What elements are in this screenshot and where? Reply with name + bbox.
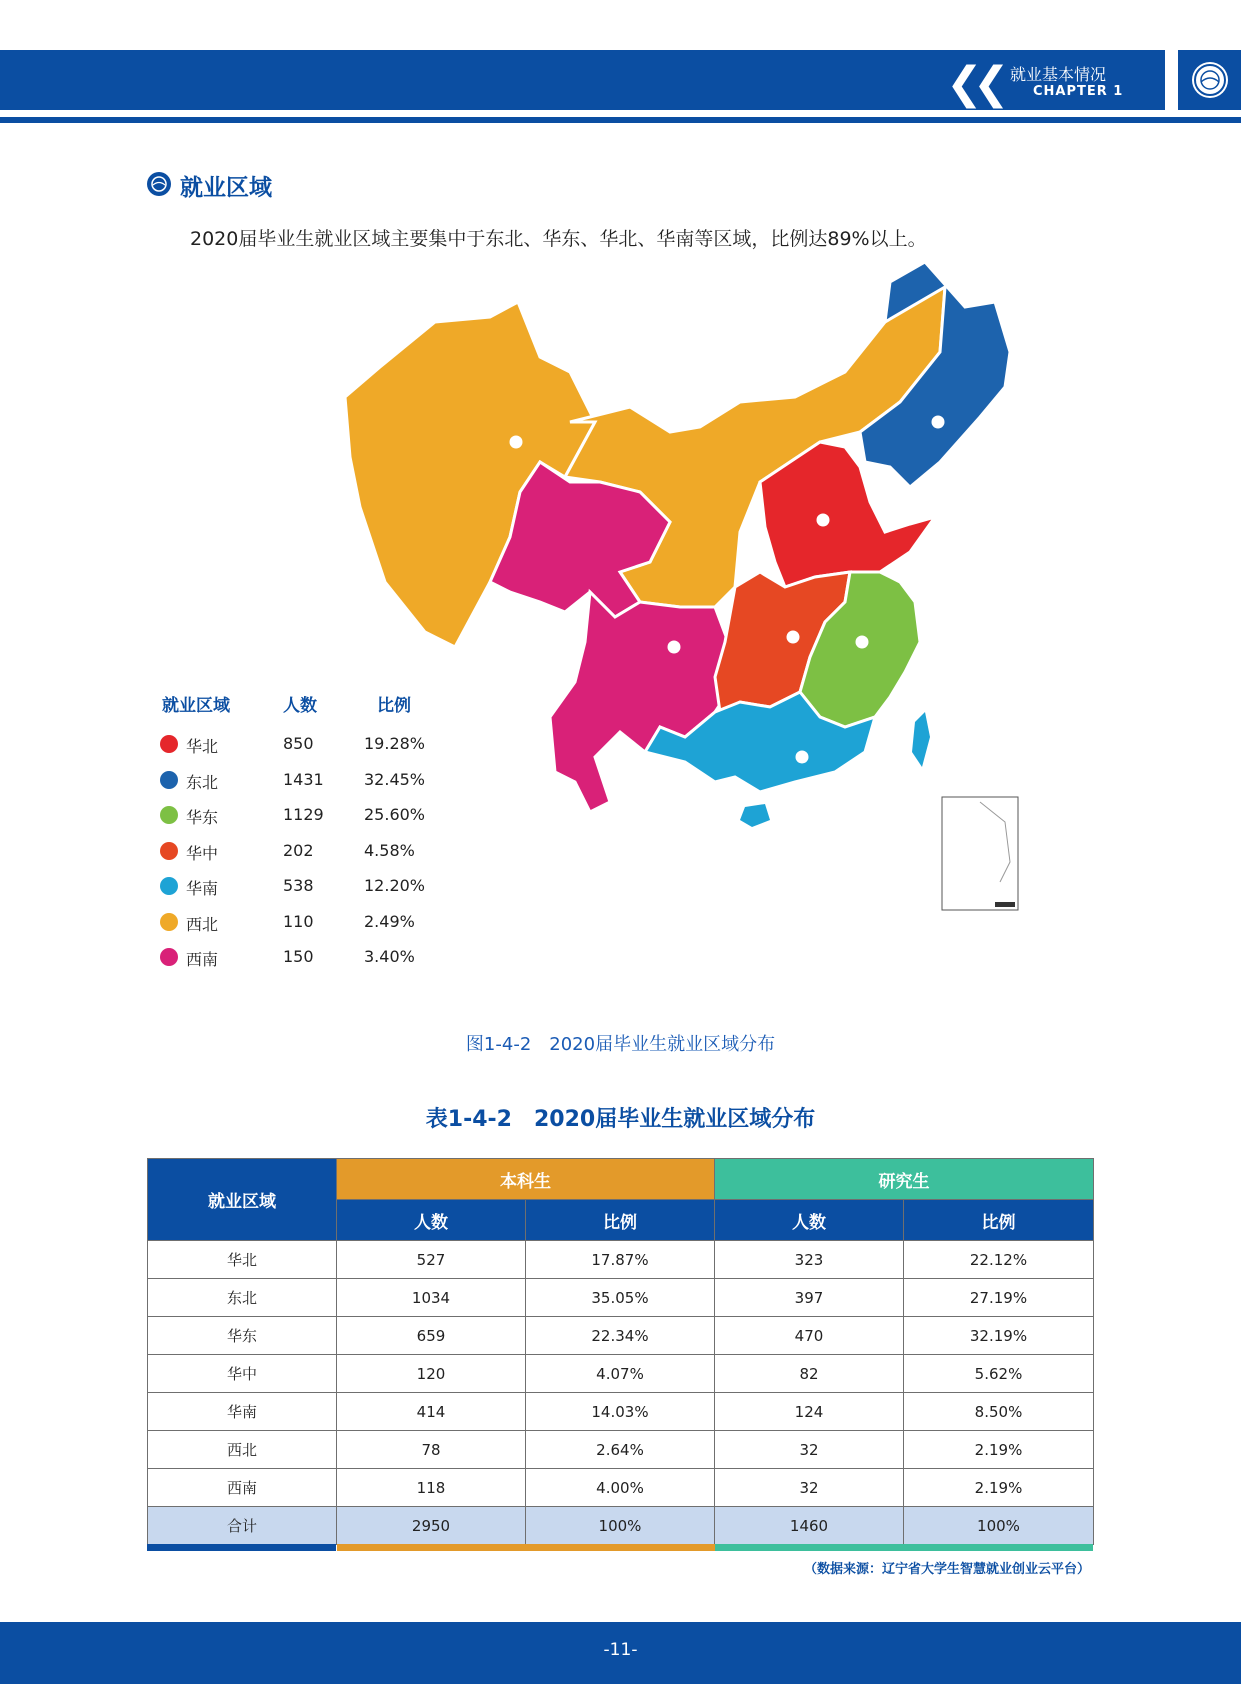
cell-u-ratio: 2.64% — [526, 1431, 715, 1469]
legend-region-icon — [160, 806, 178, 824]
legend-region: 华中 — [186, 843, 219, 863]
legend-region-icon — [160, 842, 178, 860]
legend-region-icon — [160, 948, 178, 966]
table-row — [148, 1393, 1094, 1431]
legend-header-region: 就业区域 — [162, 696, 230, 716]
legend-ratio: 19.28% — [364, 734, 426, 753]
table-subheader-ratio: 比例 — [904, 1200, 1094, 1241]
intro-paragraph: 2020届毕业生就业区域主要集中于东北、华东、华北、华南等区域，比例达89%以上。 — [190, 228, 927, 250]
cell-g-ratio: 2.19% — [904, 1431, 1094, 1469]
legend-ratio: 12.20% — [364, 876, 426, 895]
cell-region: 华南 — [148, 1393, 337, 1431]
total-g-ratio: 100% — [904, 1507, 1094, 1545]
chapter-title: 就业基本情况 — [1010, 65, 1107, 84]
map-marker-east — [856, 636, 868, 648]
cell-u-count: 1034 — [337, 1279, 526, 1317]
section-bullet-icon — [147, 172, 171, 196]
table-foot-bar-grad — [715, 1544, 1093, 1551]
logo-box — [1178, 50, 1241, 110]
table-total-row — [148, 1507, 1094, 1545]
cell-g-ratio: 8.50% — [904, 1393, 1094, 1431]
cell-u-ratio: 14.03% — [526, 1393, 715, 1431]
map-marker-southwest — [668, 641, 680, 653]
map-island-taiwan — [912, 712, 930, 767]
legend-region: 华东 — [186, 808, 219, 827]
cell-u-ratio: 35.05% — [526, 1279, 715, 1317]
legend-header-count: 人数 — [283, 696, 317, 716]
table-row — [148, 1469, 1094, 1507]
table-row — [148, 1279, 1094, 1317]
legend-count: 150 — [283, 947, 314, 966]
cell-region: 华北 — [148, 1241, 337, 1279]
legend-region-icon — [160, 771, 178, 789]
cell-u-count: 527 — [337, 1241, 526, 1279]
legend-count: 202 — [283, 840, 314, 860]
chapter-subtitle: CHAPTER 1 — [1033, 84, 1124, 99]
table-subheader-ratio: 比例 — [526, 1200, 715, 1241]
cell-u-ratio: 17.87% — [526, 1241, 715, 1279]
table-header-undergrad: 本科生 — [337, 1159, 715, 1200]
data-source-note: （数据来源：辽宁省大学生智慧就业创业云平台） — [803, 1562, 1090, 1577]
cell-u-count: 414 — [337, 1393, 526, 1431]
map-marker-northwest — [510, 436, 522, 448]
cell-g-count: 82 — [715, 1355, 904, 1393]
cell-region: 西北 — [148, 1431, 337, 1469]
cell-g-ratio: 32.19% — [904, 1317, 1094, 1355]
legend-header-ratio: 比例 — [377, 696, 411, 716]
map-marker-south — [796, 751, 808, 763]
table-row — [148, 1431, 1094, 1469]
cell-region: 华中 — [148, 1355, 337, 1393]
map-region-southwest-east — [550, 592, 735, 812]
section-title: 就业区域 — [180, 175, 272, 201]
cell-u-count: 659 — [337, 1317, 526, 1355]
legend-region: 西北 — [186, 914, 219, 934]
legend-region: 西南 — [186, 950, 219, 969]
cell-u-count: 78 — [337, 1431, 526, 1469]
region-distribution-table — [147, 1158, 1094, 1545]
cell-g-count: 32 — [715, 1469, 904, 1507]
table-caption: 表1-4-2 2020届毕业生就业区域分布 — [425, 1107, 816, 1132]
cell-region: 西南 — [148, 1469, 337, 1507]
cell-u-count: 118 — [337, 1469, 526, 1507]
figure-caption: 图1-4-2 2020届毕业生就业区域分布 — [465, 1034, 776, 1055]
cell-u-count: 120 — [337, 1355, 526, 1393]
legend-ratio: 4.58% — [364, 840, 415, 860]
header-rule — [0, 117, 1241, 123]
legend-region: 华南 — [186, 879, 219, 898]
china-region-map — [340, 262, 1040, 922]
legend-ratio: 25.60% — [364, 805, 426, 824]
map-marker-north — [817, 514, 829, 526]
cell-region: 华东 — [148, 1317, 337, 1355]
table-row — [148, 1355, 1094, 1393]
map-marker-central — [787, 631, 799, 643]
table-foot-bar-region — [147, 1544, 336, 1551]
cell-g-ratio: 2.19% — [904, 1469, 1094, 1507]
table-header-grad: 研究生 — [715, 1159, 1094, 1200]
legend-ratio: 32.45% — [364, 769, 426, 789]
table-subheader-count: 人数 — [337, 1200, 526, 1241]
legend-count: 1129 — [283, 805, 324, 824]
legend-region: 华北 — [186, 737, 219, 756]
total-u-count: 2950 — [337, 1507, 526, 1545]
chevron-left-icon: ❮❮ — [946, 58, 1000, 109]
cell-g-ratio: 27.19% — [904, 1279, 1094, 1317]
cell-g-count: 397 — [715, 1279, 904, 1317]
university-logo-icon — [1192, 62, 1228, 98]
legend-count: 1431 — [283, 769, 324, 789]
table-foot-bar-undergrad — [337, 1544, 715, 1551]
total-g-count: 1460 — [715, 1507, 904, 1545]
cell-region: 东北 — [148, 1279, 337, 1317]
page-number: -11- — [603, 1640, 638, 1660]
table-header-region: 就业区域 — [148, 1159, 337, 1241]
map-inset-box — [942, 797, 1018, 910]
cell-g-count: 470 — [715, 1317, 904, 1355]
cell-g-count: 32 — [715, 1431, 904, 1469]
cell-g-count: 323 — [715, 1241, 904, 1279]
legend-region-icon — [160, 735, 178, 753]
map-island-hainan — [740, 804, 770, 827]
legend-count: 110 — [283, 911, 314, 931]
legend-count: 538 — [283, 876, 314, 895]
cell-u-ratio: 22.34% — [526, 1317, 715, 1355]
total-label: 合计 — [148, 1507, 337, 1545]
cell-g-ratio: 5.62% — [904, 1355, 1094, 1393]
legend-ratio: 3.40% — [364, 947, 415, 966]
cell-u-ratio: 4.07% — [526, 1355, 715, 1393]
legend-ratio: 2.49% — [364, 911, 415, 931]
table-row — [148, 1317, 1094, 1355]
table-subheader-count: 人数 — [715, 1200, 904, 1241]
table-row — [148, 1241, 1094, 1279]
cell-g-count: 124 — [715, 1393, 904, 1431]
total-u-ratio: 100% — [526, 1507, 715, 1545]
cell-g-ratio: 22.12% — [904, 1241, 1094, 1279]
legend-region-icon — [160, 877, 178, 895]
legend-count: 850 — [283, 734, 314, 753]
map-marker-northeast — [932, 416, 944, 428]
legend-region: 东北 — [186, 772, 219, 792]
cell-u-ratio: 4.00% — [526, 1469, 715, 1507]
legend-region-icon — [160, 913, 178, 931]
